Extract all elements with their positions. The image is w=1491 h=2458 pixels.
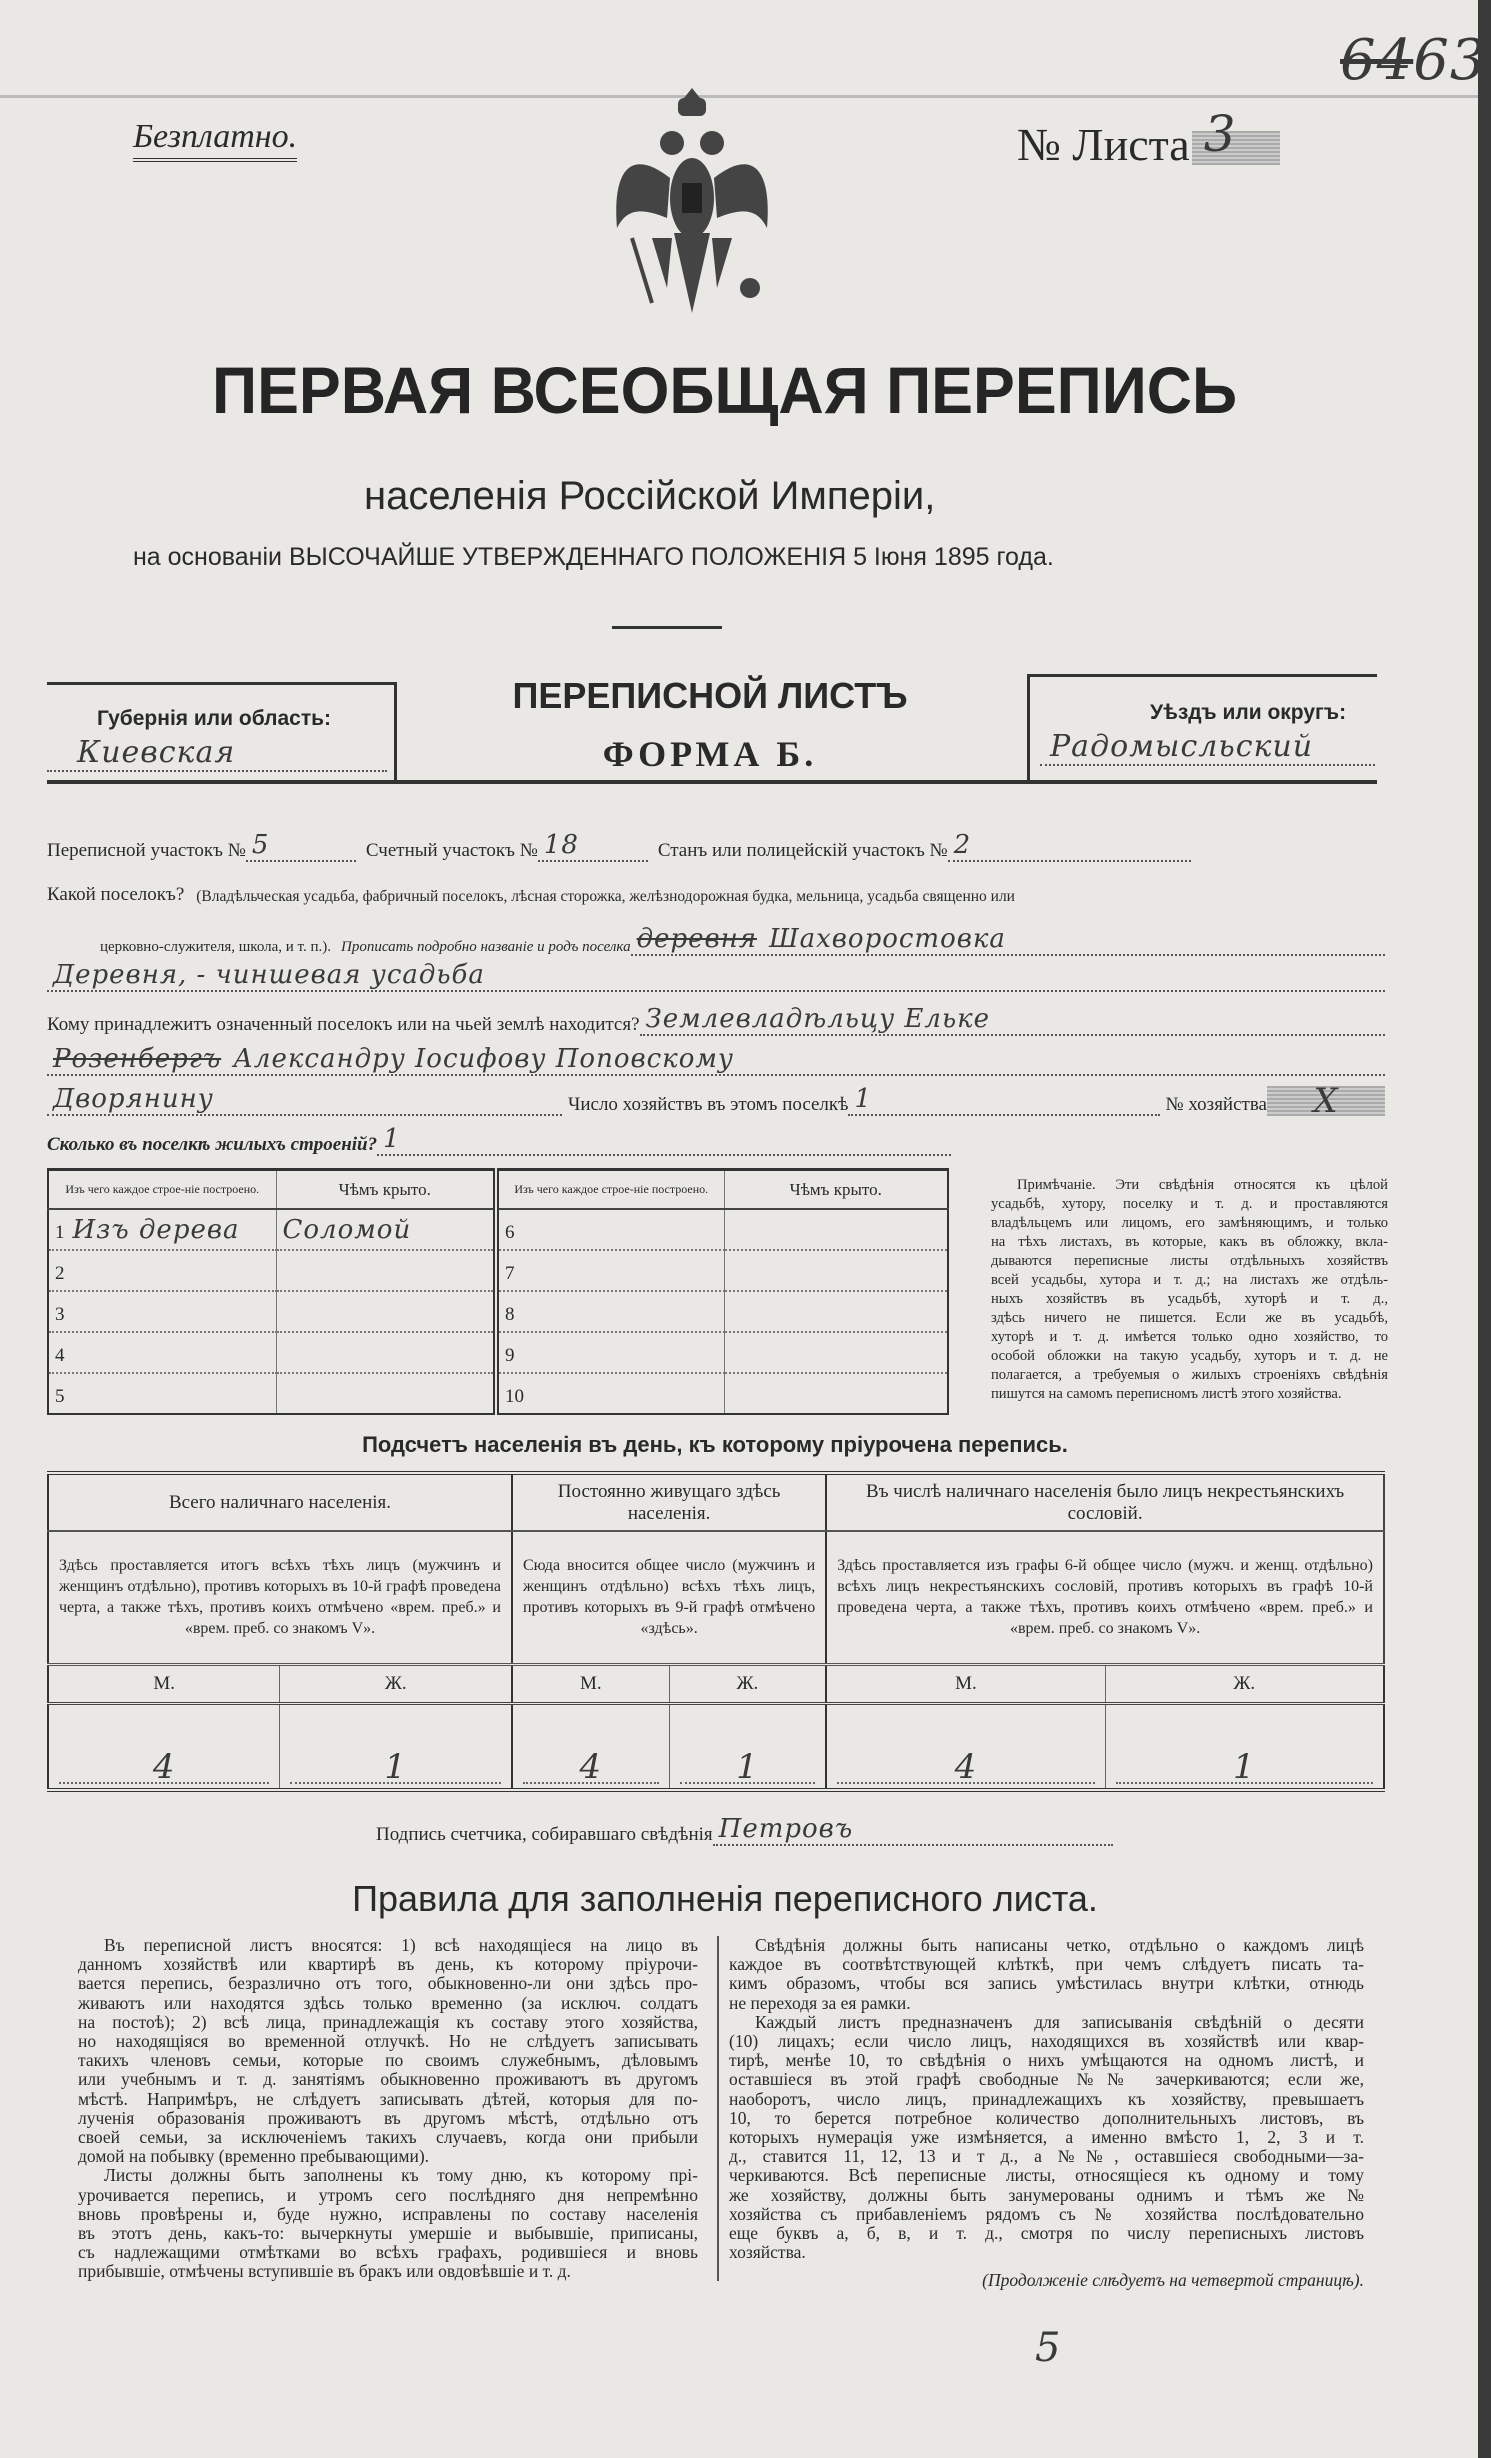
owner-label: Кому принадлежитъ означенный поселокъ или на чьей землѣ находится? <box>47 1014 640 1035</box>
text-line: усадьбѣ, хутору, поселку и т. д. и проставляются <box>991 1196 1388 1212</box>
roof-cell[interactable] <box>724 1373 948 1414</box>
material-cell[interactable] <box>48 1332 276 1373</box>
census-subtitle: населенія Россійской Имперіи, <box>364 474 936 518</box>
material-cell[interactable] <box>48 1250 276 1291</box>
text-line: наоборотъ, число лицъ, принадлежащихъ къ хозяйству, превышаетъ <box>729 2088 1364 2109</box>
household-no-box[interactable] <box>1267 1081 1385 1121</box>
text-line: или учебнымъ и т. д. занятіямъ обыкновенно проживаютъ въ другомъ <box>78 2069 698 2090</box>
text-line: на постоѣ); 2) всѣ лица, принадлежащія къ составу этого хозяйства, <box>78 2011 698 2032</box>
text-line: вновь провѣрены и, буде нужно, исправлены по составу населенія <box>78 2203 698 2224</box>
col-roof-header-2: Чѣмъ крыто. <box>724 1170 948 1209</box>
settlement-label: Какой поселокъ? <box>47 884 185 905</box>
text-line: пишутся на самомъ переписномъ листѣ этого хозяйства. <box>991 1386 1342 1402</box>
material-cell[interactable] <box>48 1291 276 1332</box>
sheet-number-label <box>1017 105 1280 171</box>
archive-number <box>1340 28 1487 93</box>
text-line: вается перепись, безразлично отъ того, обыкновенно-ли они здѣсь про- <box>78 1973 698 1994</box>
buildings-table <box>47 1168 949 1415</box>
police-district-field[interactable] <box>948 828 1191 862</box>
text-line: владѣльцемъ или лицомъ, его замѣняющимъ, и только <box>991 1215 1388 1231</box>
counting-district-label: Счетный участокъ № <box>365 840 538 861</box>
roof-cell[interactable] <box>724 1250 948 1291</box>
settlement-hint: (Владѣльческая усадьба, фабричный поселокъ, лѣсная сторожка, желѣзнодорожная будка, мельница, усадьба священно или <box>196 888 1015 905</box>
text-line: д., ставится 11, 12, 13 и т д., а №№, оставшіеся свободными—за- <box>729 2146 1364 2167</box>
row-number: 1 <box>55 1221 65 1243</box>
divider <box>612 626 722 629</box>
col-material-header-2: Изъ чего каждое строе-ніе построено. <box>496 1170 724 1209</box>
census-district-value: 5 <box>251 830 270 860</box>
census-basis: на основаніи ВЫСОЧАЙШЕ УТВЕРЖДЕННАГО ПОЛОЖЕНІЯ 5 Іюня 1895 года. <box>133 543 1054 571</box>
roof-cell[interactable] <box>276 1209 496 1250</box>
male-count-cell[interactable] <box>512 1703 669 1790</box>
male-count: 4 <box>523 1756 659 1784</box>
row-number: 6 <box>505 1221 515 1243</box>
text-line: здѣсь ничего не пишется. Если же въ усадьбѣ, <box>991 1310 1388 1326</box>
sheet-label: № Листа <box>1017 119 1190 170</box>
settlement-value-2: Деревня, - чиншевая усадьба <box>53 960 485 990</box>
text-line: тирѣ, менѣе 10, то свѣдѣнія о нихъ умѣщаются на одномъ листѣ, и <box>729 2050 1364 2071</box>
roof-cell[interactable] <box>276 1373 496 1414</box>
owner-field[interactable] <box>640 1002 1385 1036</box>
group-title: Всего наличнаго населенія. <box>48 1473 512 1531</box>
text-line: каждое въ соотвѣтствующей клѣткѣ, при чемъ слѣдуетъ писать та- <box>729 1954 1364 1975</box>
text-line: такихъ членовъ семьи, которые по своимъ служебнымъ, дѣловымъ <box>78 2050 698 2071</box>
text-line: оставшіеся въ этой графѣ свободные №№ зачеркиваются; если же, <box>729 2069 1364 2090</box>
districts-row <box>47 828 1191 862</box>
text-line: Свѣдѣнія должны быть написаны четко, отдѣльно о каждомъ лицѣ <box>755 1935 1364 1955</box>
column-divider <box>717 1936 719 2281</box>
households-row <box>47 1081 1385 1121</box>
text-line: мѣстѣ. Напримѣръ, не слѣдуетъ записывать дѣтей, которыя для по- <box>78 2088 698 2109</box>
form-name: ФОРМА Б. <box>602 734 818 774</box>
text-line: прибывшіе, отмѣчены вступившіе въ бракъ или овдовѣвшіе и т. д. <box>78 2261 571 2282</box>
material-cell[interactable] <box>496 1373 724 1414</box>
settlement-value: Шахворостовка <box>768 924 1006 954</box>
text-line: ныхъ хозяйствъ въ усадьбѣ, хуторѣ и т. д., <box>991 1291 1388 1307</box>
census-district-field[interactable] <box>246 828 356 862</box>
male-count-cell[interactable] <box>48 1703 280 1790</box>
text-line: хуторѣ и т. д. имѣется только одно хозяйство, то <box>991 1329 1388 1345</box>
census-district-label: Переписной участокъ № <box>47 840 246 861</box>
table-row <box>48 1209 948 1250</box>
free-label: Безплатно. <box>133 118 297 162</box>
text-line: на тѣхъ листахъ, въ которые, какъ въ обложку, вкла- <box>991 1234 1388 1250</box>
material-cell[interactable] <box>496 1250 724 1291</box>
sheet-title: ПЕРЕПИСНОЙ ЛИСТЪ <box>512 675 908 716</box>
signature-label: Подпись счетчика, собиравшаго свѣдѣнія <box>376 1824 713 1845</box>
rules-left-column <box>78 1936 698 2282</box>
text-line: живаютъ или находятся здѣсь только временно (за исключ. солдатъ <box>78 1992 698 2013</box>
female-header: Ж. <box>1105 1664 1384 1703</box>
district-label: Уѣздъ или округъ: <box>1150 701 1347 724</box>
text-line: въ этотъ день, какъ-то: вычеркнуты умершіе и выбывшіе, приписаны, <box>78 2223 698 2244</box>
male-count-cell[interactable] <box>826 1703 1105 1790</box>
roof-cell[interactable] <box>724 1291 948 1332</box>
archive-number-current: 63 <box>1413 28 1487 93</box>
settlement-row-3 <box>47 958 1385 992</box>
continued-note: (Продолженіе слѣдуетъ на четвертой страницѣ). <box>982 2270 1364 2290</box>
text-line: Въ переписной листъ вносятся: 1) всѣ находящіеся на лицо въ <box>104 1935 698 1955</box>
row-number: 2 <box>55 1262 65 1284</box>
households-field[interactable] <box>848 1082 1159 1116</box>
group-description: Здѣсь проставляется изъ графы 6-й общее число (мужч. и женщ. отдѣльно) всѣхъ лицъ некрестьянскихъ сословій, противъ которыхъ въ графѣ 10-й проведена черта, а также тѣхъ, противъ коихъ отмѣчено «врем. преб.» и «врем. преб. со знакомъ V». <box>826 1531 1384 1664</box>
group-title: Постоянно живущаго здѣсь населенія. <box>512 1473 826 1531</box>
settlement-value-struck: деревня <box>636 924 757 954</box>
material-cell[interactable] <box>496 1332 724 1373</box>
population-title: Подсчетъ населенія въ день, къ которому пріурочена перепись. <box>362 1432 1068 1457</box>
text-line: урочивается перепись, и утромъ сего послѣдняго дня непремѣнно <box>78 2184 698 2205</box>
text-line: полагается, а требуемыя о жилыхъ строеніяхъ свѣдѣнія <box>991 1367 1388 1383</box>
census-title: ПЕРВАЯ ВСЕОБЩАЯ ПЕРЕПИСЬ <box>212 353 1238 427</box>
female-count: 1 <box>290 1756 501 1784</box>
text-line: которыхъ нумерація уже измѣняется, а именно вмѣсто 1, 2, 3 и т. <box>729 2127 1364 2148</box>
owner-value-3: Дворянину <box>53 1084 214 1114</box>
text-line: хозяйства. <box>729 2242 806 2263</box>
male-header: М. <box>512 1664 669 1703</box>
male-count: 4 <box>837 1756 1094 1784</box>
row-number: 4 <box>55 1344 65 1366</box>
households-value: 1 <box>854 1084 873 1114</box>
row-number: 8 <box>505 1303 515 1325</box>
male-count: 4 <box>59 1756 269 1784</box>
household-no-value: Х <box>1313 1081 1339 1121</box>
district-value: Радомысльский <box>1040 729 1375 766</box>
sheet-number-box <box>1192 105 1280 165</box>
signature-value: Петровъ <box>718 1814 854 1844</box>
settlement-hint-2: церковно-служителя, школа, и т. п.). <box>100 939 331 955</box>
text-line: не переходя за ея рамки. <box>729 1992 911 2013</box>
settlement-instruction: Прописать подробно названіе и родъ поселка <box>341 939 631 955</box>
signature-row <box>376 1812 1113 1846</box>
text-line: данномъ хозяйствѣ или квартирѣ въ день, къ которому пріурочи- <box>78 1954 698 1975</box>
household-no-label: № хозяйства <box>1165 1094 1267 1115</box>
row-number: 9 <box>505 1344 515 1366</box>
text-line: 10, то берется потребное количество дополнительныхъ листовъ, въ <box>729 2107 1364 2128</box>
rules-title: Правила для заполненія переписного листа. <box>352 1878 1098 1919</box>
roof-cell[interactable] <box>724 1332 948 1373</box>
police-district-label: Станъ или полицейскій участокъ № <box>657 840 948 861</box>
table-row <box>48 1332 948 1373</box>
text-line: черкиваются. Всѣ переписные листы, относящіеся къ одному и тому <box>729 2165 1364 2186</box>
text-line: дываются переписные листы отдѣльныхъ хозяйствъ <box>991 1253 1388 1269</box>
dwellings-label: Сколько въ поселкѣ жилыхъ строеній? <box>47 1134 378 1155</box>
counting-district-value: 18 <box>543 830 579 860</box>
text-line: кимъ образомъ, чтобы вся запись умѣстилась внутри клѣтки, отнюдь <box>729 1973 1364 1994</box>
owner-value-struck: Розенбергъ <box>53 1044 222 1074</box>
text-line: но находящіяся во временной отлучкѣ. Но не слѣдуетъ записывать <box>78 2031 698 2052</box>
text-line: домой на побывку (временно пребывающими). <box>78 2146 430 2167</box>
settlement-row <box>47 884 1385 906</box>
text-line: своей семьи, за исключеніемъ такихъ случаевъ, когда они прибыли <box>78 2127 698 2148</box>
text-line: Листы должны быть заполнены къ тому дню, къ которому прі- <box>104 2165 698 2186</box>
province-label: Губернія или область: <box>97 707 332 730</box>
female-count-cell[interactable] <box>669 1703 826 1790</box>
page-mark: 5 <box>1035 2325 1062 2371</box>
dwellings-row <box>47 1122 951 1156</box>
text-line: хозяйства съ прибавленіемъ рядомъ съ № хозяйства послѣдовательно <box>729 2203 1364 2224</box>
owner-row <box>47 1002 1385 1036</box>
table-row <box>48 1250 948 1291</box>
col-roof-header: Чѣмъ крыто. <box>276 1170 496 1209</box>
female-header: Ж. <box>669 1664 826 1703</box>
female-count: 1 <box>680 1756 816 1784</box>
text-line: особой обложки на такую усадьбу, хуторъ и т. д. не <box>991 1348 1388 1364</box>
female-count-cell[interactable] <box>1105 1703 1384 1790</box>
row-number: 3 <box>55 1303 65 1325</box>
row-number: 7 <box>505 1262 515 1284</box>
roof-cell[interactable] <box>276 1291 496 1332</box>
rules-right-column <box>729 1936 1364 2262</box>
dwellings-field[interactable] <box>377 1122 951 1156</box>
row-number: 10 <box>505 1385 524 1407</box>
material-value: Изъ дерева <box>72 1214 240 1245</box>
settlement-field-2[interactable] <box>47 958 1385 992</box>
roof-cell[interactable] <box>724 1209 948 1250</box>
female-count-cell[interactable] <box>280 1703 512 1790</box>
text-line: же хозяйству, должны быть занумерованы однимъ и тѣмъ же № <box>729 2184 1364 2205</box>
province-value: Киевская <box>47 735 387 772</box>
table-row <box>48 1291 948 1332</box>
owner-value-2: Александру Іосифову Поповскому <box>233 1044 734 1074</box>
material-cell[interactable] <box>496 1291 724 1332</box>
roof-cell[interactable] <box>276 1332 496 1373</box>
owner-field-2[interactable] <box>47 1042 1385 1076</box>
text-line: съ надлежащими отмѣтками во всѣхъ графахъ, родившіеся и вновь <box>78 2242 698 2263</box>
province-box <box>47 682 397 782</box>
text-line: еще буквъ а, б, в, и т. д., смотря по числу переписныхъ листовъ <box>729 2223 1364 2244</box>
note <box>991 1176 1388 1404</box>
signature-field[interactable] <box>713 1812 1113 1846</box>
col-material-header: Изъ чего каждое строе-ніе построено. <box>48 1170 276 1209</box>
roof-value: Соломой <box>282 1214 412 1245</box>
owner-field-3[interactable] <box>47 1082 562 1116</box>
row-number: 5 <box>55 1385 65 1407</box>
group-title: Въ числѣ наличнаго населенія было лицъ некрестьянскихъ сословій. <box>826 1473 1384 1531</box>
material-cell[interactable] <box>48 1209 276 1250</box>
header-bottom-rule <box>47 780 1377 784</box>
sheet-number: 3 <box>1203 105 1237 163</box>
district-box <box>1027 674 1377 782</box>
settlement-field[interactable] <box>631 922 1385 956</box>
owner-value-1: Землевладѣльцу Ельке <box>645 1004 991 1034</box>
imperial-eagle-emblem <box>612 88 772 328</box>
text-line: всей усадьбы, хутора и т. д.; на листахъ же отдѣль- <box>991 1272 1388 1288</box>
owner-row-2 <box>47 1042 1385 1076</box>
table-row <box>48 1373 948 1414</box>
settlement-row-2 <box>100 922 1385 956</box>
page-edge <box>1478 0 1491 2458</box>
group-description: Сюда вносится общее число (мужчинъ и женщинъ отдѣльно) всѣхъ тѣхъ лицъ, противъ которыхъ въ 9-й графѣ отмѣчено «здѣсь». <box>512 1531 826 1664</box>
text-line: Примѣчаніе. Эти свѣдѣнія относятся къ цѣлой <box>1017 1177 1388 1193</box>
male-header: М. <box>48 1664 280 1703</box>
male-header: М. <box>826 1664 1105 1703</box>
material-cell[interactable] <box>496 1209 724 1250</box>
roof-cell[interactable] <box>276 1250 496 1291</box>
archive-number-struck: 64 <box>1340 28 1414 93</box>
text-line: лученія образованія проживаютъ въ другомъ мѣстѣ, отдѣльно отъ <box>78 2107 698 2128</box>
police-district-value: 2 <box>953 830 972 860</box>
text-line: Каждый листъ предназначенъ для записыванія свѣдѣній о десяти <box>755 2011 1364 2032</box>
households-label: Число хозяйствъ въ этомъ поселкѣ <box>568 1094 849 1115</box>
dwellings-value: 1 <box>383 1124 401 1154</box>
counting-district-field[interactable] <box>538 828 648 862</box>
text-line: (10) лицахъ; если число лицъ, находящихся въ хозяйствѣ или квар- <box>729 2031 1364 2052</box>
material-cell[interactable] <box>48 1373 276 1414</box>
population-table <box>47 1471 1385 1792</box>
female-count: 1 <box>1116 1756 1373 1784</box>
group-description: Здѣсь проставляется итогъ всѣхъ тѣхъ лицъ (мужчинъ и женщинъ отдѣльно), противъ которыхъ въ 10-й графѣ проведена черта, а также тѣхъ, противъ коихъ отмѣчено «врем. преб.» и «врем. преб. со знакомъ V». <box>48 1531 512 1664</box>
female-header: Ж. <box>280 1664 512 1703</box>
